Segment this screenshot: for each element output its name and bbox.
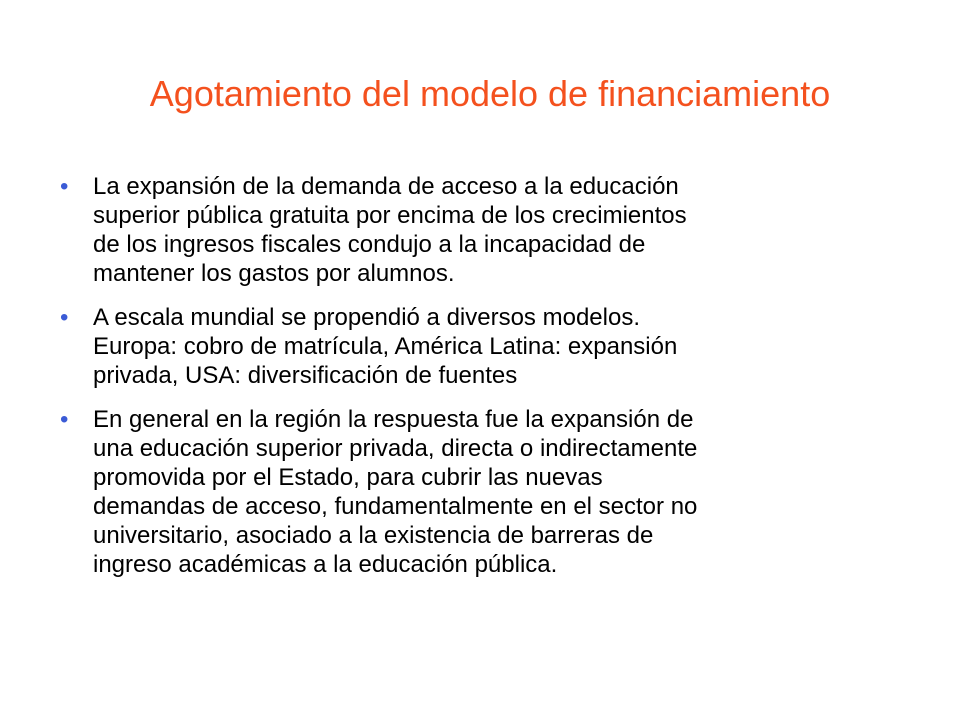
bullet-1-line-1: La expansión de la demanda de acceso a la educación (93, 173, 679, 200)
bullet-3-line-1: En general en la región la respuesta fue la expansión de (93, 406, 694, 433)
bullet-icon: • (60, 304, 69, 331)
bullet-2-line-2: Europa: cobro de matrícula, América Latina: expansión (93, 333, 678, 360)
bullet-1-line-3: de los ingresos fiscales condujo a la incapacidad de (93, 231, 646, 258)
bullet-item-2 (60, 303, 920, 390)
bullet-2-line-3: privada, USA: diversificación de fuentes (93, 362, 518, 389)
bullet-2-line-1: A escala mundial se propendió a diversos modelos. (93, 304, 640, 331)
bullet-3-line-6: ingreso académicas a la educación pública. (93, 551, 558, 578)
slide-title: Agotamiento del modelo de financiamiento (149, 73, 831, 114)
bullet-3-line-2: una educación superior privada, directa o indirectamente (93, 435, 698, 462)
bullet-icon: • (60, 406, 69, 433)
bullet-3-line-4: demandas de acceso, fundamentalmente en el sector no (93, 493, 698, 520)
bullet-list (60, 172, 920, 594)
bullet-item-1 (60, 172, 920, 288)
bullet-3-line-3: promovida por el Estado, para cubrir las nuevas (93, 464, 603, 491)
bullet-1-line-2: superior pública gratuita por encima de los crecimientos (93, 202, 687, 229)
bullet-icon: • (60, 173, 69, 200)
bullet-1-line-4: mantener los gastos por alumnos. (93, 260, 455, 287)
bullet-3-line-5: universitario, asociado a la existencia de barreras de (93, 522, 654, 549)
bullet-item-3 (60, 405, 920, 579)
